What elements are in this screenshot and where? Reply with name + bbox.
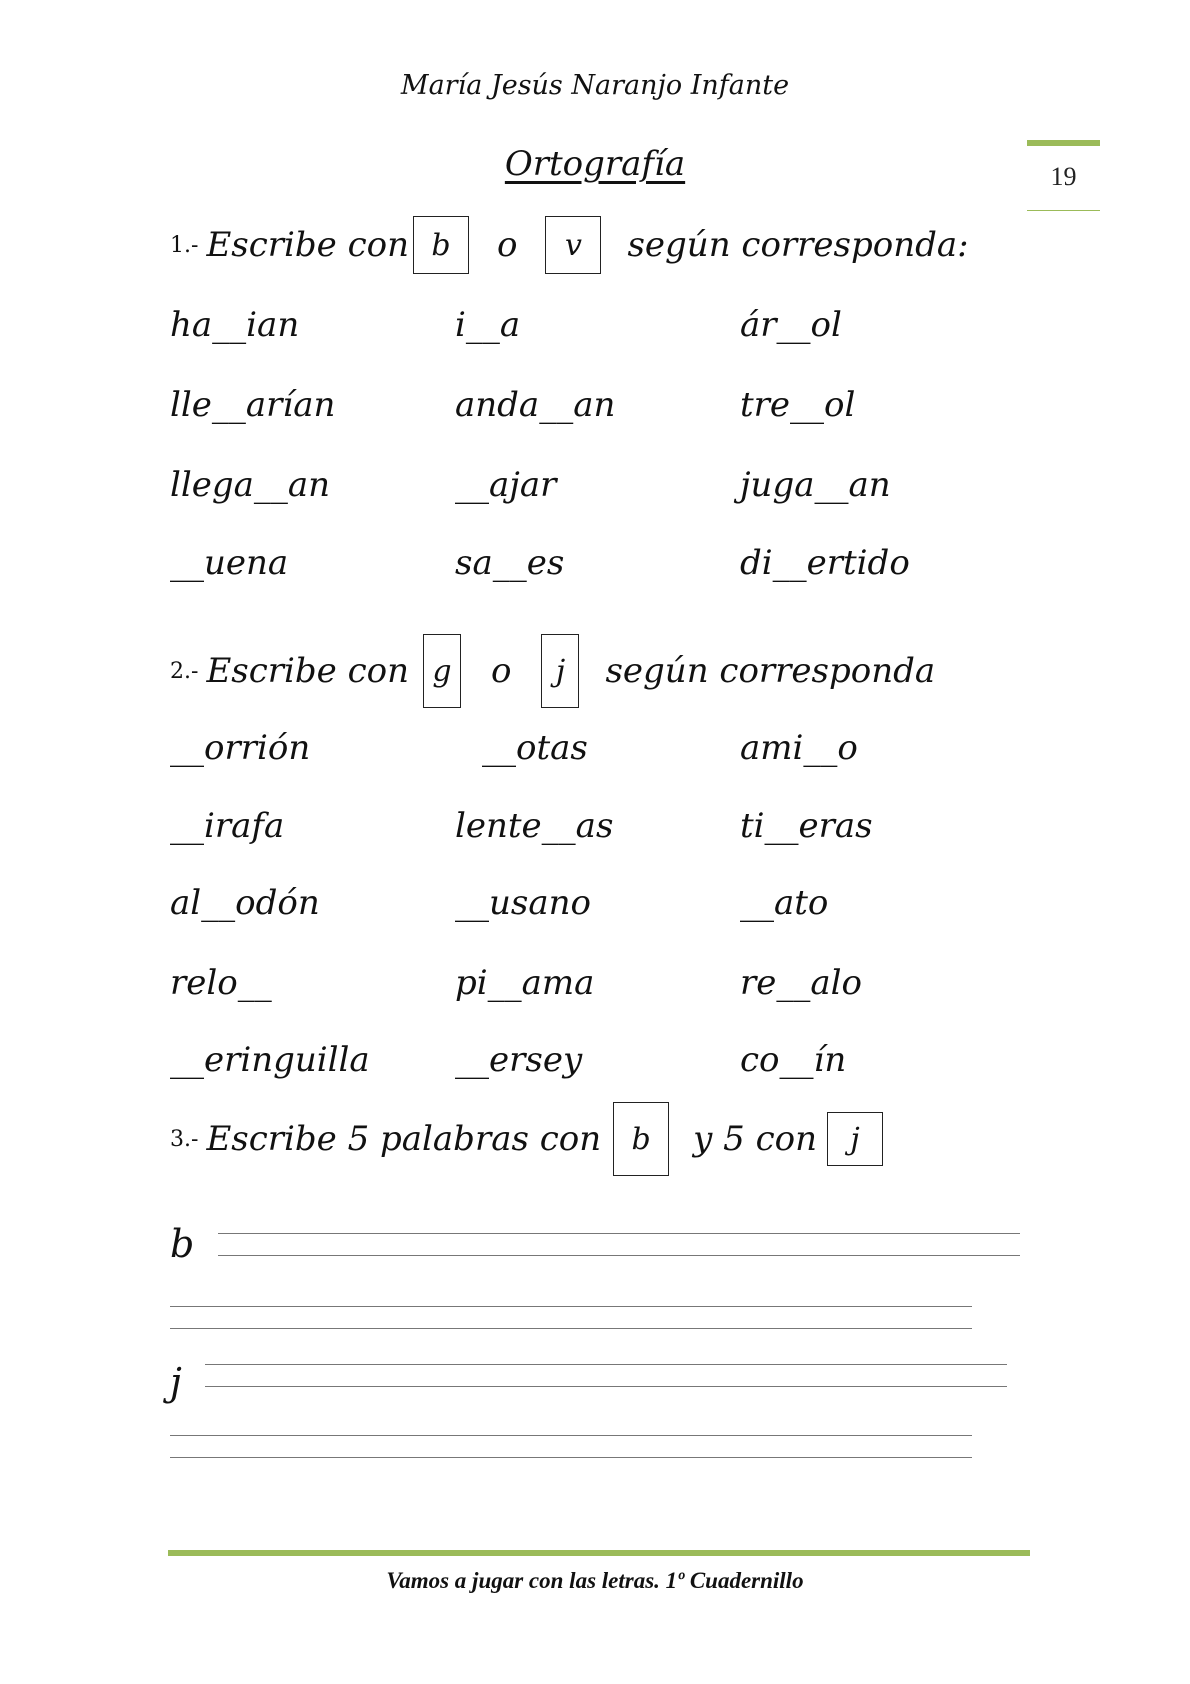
ex1-word: tre__ol	[740, 385, 856, 425]
ex2-word: lente__as	[455, 806, 614, 846]
ex1-word: sa__es	[455, 543, 565, 583]
ex1-word: i__a	[455, 305, 521, 345]
footer-rule	[168, 1550, 1030, 1556]
ex2-word: pi__ama	[455, 963, 595, 1003]
writing-line[interactable]	[205, 1386, 1007, 1387]
ex2-word: __ato	[740, 883, 829, 923]
row-letter-j: j	[170, 1360, 182, 1404]
exercise2-conj: o	[490, 651, 512, 691]
writing-line[interactable]	[205, 1364, 1007, 1365]
writing-line[interactable]	[170, 1328, 972, 1329]
page-title: Ortografía	[504, 144, 686, 184]
writing-line[interactable]	[218, 1255, 1020, 1256]
exercise2-instruction	[170, 634, 935, 708]
writing-line[interactable]	[170, 1457, 972, 1458]
ex2-word: co__ín	[740, 1040, 847, 1080]
exercise2-box-j: j	[541, 634, 579, 708]
ex2-word: __orrión	[170, 728, 311, 768]
page-number-bottom-rule	[1027, 210, 1100, 211]
page-number: 19	[1050, 162, 1077, 191]
ex1-word: di__ertido	[740, 543, 910, 583]
exercise3-text-before: Escribe 5 palabras con	[206, 1119, 602, 1159]
exercise1-text-after: según corresponda:	[627, 225, 969, 265]
ex1-word: anda__an	[455, 385, 616, 425]
ex2-word: relo__	[170, 963, 272, 1003]
ex2-word: __usano	[455, 883, 591, 923]
ex2-word: __irafa	[170, 806, 285, 846]
ex2-word: __otas	[482, 728, 588, 768]
exercise1-instruction	[170, 216, 969, 274]
writing-line[interactable]	[170, 1306, 972, 1307]
exercise1-text-before: Escribe con	[206, 225, 409, 265]
exercise3-box-j: j	[827, 1112, 883, 1166]
footer-text: Vamos a jugar con las letras. 1º Cuadernillo	[386, 1568, 804, 1593]
ex2-word: al__odón	[170, 883, 320, 923]
exercise3-instruction	[170, 1102, 883, 1176]
exercise3-middle: y 5 con	[693, 1119, 818, 1159]
ex1-word: lle__arían	[170, 385, 336, 425]
exercise1-conj: o	[496, 225, 518, 265]
ex2-word: __eringuilla	[170, 1040, 370, 1080]
exercise2-box-g: g	[423, 634, 461, 708]
exercise3-box-b: b	[613, 1102, 669, 1176]
ex1-word: __ajar	[455, 465, 557, 505]
ex1-word: llega__an	[170, 465, 331, 505]
writing-line[interactable]	[170, 1435, 972, 1436]
author-header: María Jesús Naranjo Infante	[400, 70, 790, 101]
ex1-word: juga__an	[740, 465, 891, 505]
exercise1-box-b: b	[413, 216, 469, 274]
ex1-word: ár__ol	[740, 305, 842, 345]
exercise1-box-v: v	[545, 216, 601, 274]
exercise2-text-before: Escribe con	[206, 651, 409, 691]
ex2-word: ti__eras	[740, 806, 873, 846]
ex1-word: ha__ian	[170, 305, 300, 345]
ex1-word: __uena	[170, 543, 289, 583]
ex2-word: __ersey	[455, 1040, 583, 1080]
row-letter-b: b	[170, 1222, 195, 1266]
exercise3-number: 3.-	[170, 1126, 199, 1152]
writing-line[interactable]	[218, 1233, 1020, 1234]
exercise1-number: 1.-	[170, 232, 199, 258]
exercise2-number: 2.-	[170, 658, 199, 684]
ex2-word: re__alo	[740, 963, 862, 1003]
exercise2-text-after: según corresponda	[605, 651, 936, 691]
ex2-word: ami__o	[740, 728, 858, 768]
